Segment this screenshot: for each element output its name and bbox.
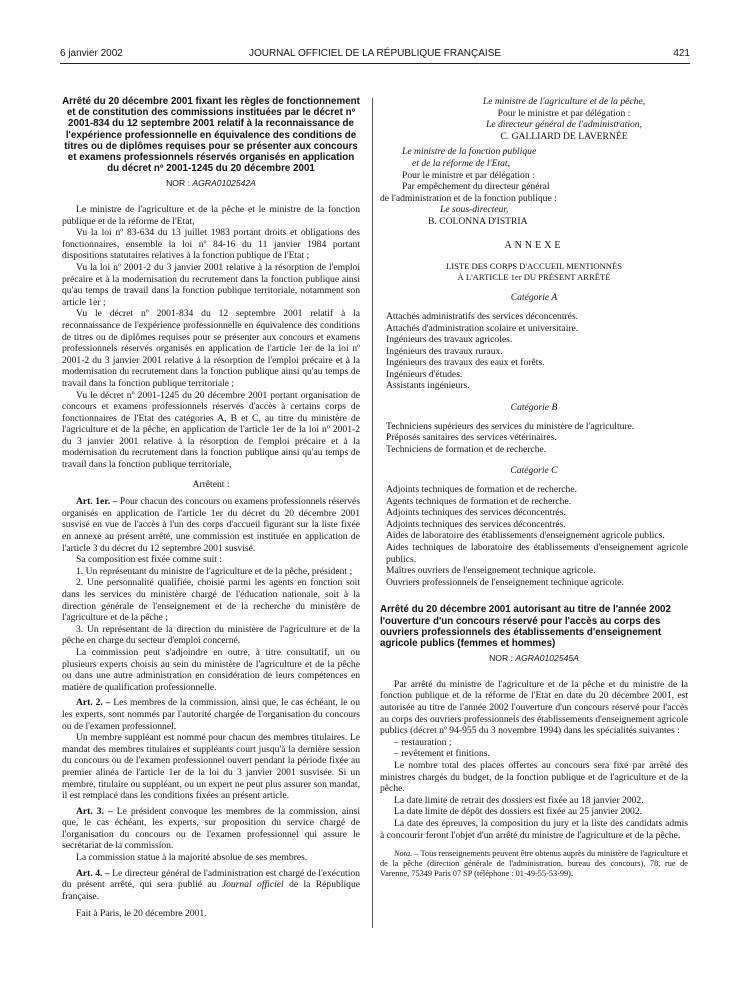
visa-paragraph: Vu le décret nº 2001-1245 du 20 décembre 2001 portant organisation de concours et examens professionnels réservés d'accès à certains corps de fonctionnaires de l'Etat des catégories A, B et C, au titre du ministère de l'agriculture et de la pêche, en application de l'article 1er de la loi nº 2001-2 du 3 janvier 2001 relative à la résorption de l'emploi précaire et à la modernisation du recrutement dans la fonction publique ainsi qu'au temps de travail dans la fonction publique territoriale,	[62, 389, 360, 471]
list-item: Aides de laboratoire des établissements d'enseignement agricole publics.	[386, 530, 665, 542]
signatory-minister-fp-2: et de la réforme de l'Etat,	[412, 157, 510, 169]
decree2-nor	[380, 653, 688, 665]
nota-label: Nota. –	[394, 849, 419, 859]
list-item: Ouvriers professionnels de l'enseignement technique agricole.	[386, 576, 624, 588]
article-3-paragraph: La commission statue à la majorité absolue de ses membres.	[76, 852, 308, 864]
speciality-item: – revêtement et finitions.	[394, 748, 490, 760]
list-item: Agents techniques de formation et de recherche.	[386, 495, 572, 507]
visa-paragraph: Le ministre de l'agriculture et de la pêche et le ministre de la fonction publique et de la réforme de l'Etat,	[62, 204, 360, 227]
visa-paragraph: Vu la loi nº 2001-2 du 3 janvier 2001 relative à la résorption de l'emploi précaire et à la modernisation du recrutement dans la fonction publique ainsi qu'au temps de travail dans la fonction publique territoriale, notamment son article 1er ;	[62, 261, 360, 308]
list-item: Ingénieurs des travaux agricoles.	[386, 334, 513, 346]
composition-item: 2. Une personnalité qualifiée, choisie parmi les agents en fonction soit dans les services du ministère chargé de l'éducation nationale, soit à la direction générale de l'enseignement et de la recherche du ministère de l'agriculture et de la pêche ;	[62, 577, 360, 624]
list-item: Ingénieurs des travaux des eaux et forêts.	[386, 357, 545, 369]
nota-text: Tous renseignements peuvent être obtenus auprès du ministère de l'agriculture et de la pêche (direction générale de l'administration, bureau des concours), 78, rue de Varenne, 75349 Paris 07 SP (téléphone : 01-49-55-53-99).	[380, 849, 688, 879]
list-item: Attachés administratifs des services déconcentrés.	[386, 310, 579, 322]
article-1-label: Art. 1er. –	[76, 496, 118, 508]
signatory-minister-fp: Le ministre de la fonction publique	[402, 146, 537, 158]
annexe-list-title-line: LISTE DES CORPS D'ACCUEIL MENTIONNÉS	[446, 261, 622, 272]
decree2-paragraph: Le nombre total des places offertes au concours sera fixé par arrêté des ministres chargés du budget, de la fonction publique et de l'agriculture et de la pêche.	[380, 759, 688, 795]
signatory-title: Le sous-directeur,	[440, 204, 509, 216]
article-1	[62, 496, 360, 554]
list-item: Adjoints techniques des services déconcentrés.	[386, 518, 566, 530]
journal-officiel-mention: Journal officiel	[221, 879, 284, 891]
annexe-list-title	[380, 261, 688, 282]
visa-paragraph: Vu la loi nº 83-634 du 13 juillet 1983 portant droits et obligations des fonctionnaires, ensemble la loi nº 84-16 du 11 janvier 1984 portant dispositions statutaires relatives à la fonction publique de l'Etat ;	[62, 227, 360, 262]
list-item: Attachés d'administration scolaire et universitaire.	[386, 322, 579, 334]
decree1-title: Arrêté du 20 décembre 2001 fixant les règles de fonctionnement et de constitution des commissions instituées par le décret nº 2001-834 du 12 septembre 2001 relatif à la reconnaissance de l'expérience professionnelle en équivalence des conditions de titres ou de diplômes requises pour se présenter aux concours et examens professionnels réservés organisés en application du décret nº 2001-1245 du 20 décembre 2001	[62, 96, 360, 175]
list-item: Techniciens supérieurs des services du ministère de l'agriculture.	[386, 420, 635, 432]
experts-paragraph: La commission peut s'adjoindre en outre, à titre consultatif, un ou plusieurs experts choisis au sein du ministère de l'agriculture et de la pêche ou dans une autre administration en considération de leurs compétences en matière de qualification professionnelle.	[62, 646, 360, 693]
list-item: Assistants ingénieurs.	[386, 380, 470, 392]
list-item: Maîtres ouvriers de l'enseignement technique agricole.	[386, 565, 596, 577]
composition-intro: Sa composition est fixée comme suit :	[76, 554, 223, 566]
delegation-line: Pour le ministre et par délégation :	[402, 169, 535, 181]
list-item: Adjoints techniques des services déconcentrés.	[386, 507, 566, 519]
composition-item: 1. Un représentant du ministre de l'agriculture et de la pêche, président ;	[76, 565, 353, 577]
empechement-line: Par empêchement du directeur général	[402, 181, 550, 193]
article-1-text: Pour chacun des concours ou examens professionnels réservés organisés en application de l'article 1er du décret du 20 décembre 2001 susvisé en vue de l'accès à l'un des corps d'accueil figurant sur la liste fixée en annexe au présent arrêté, une commission est instituée en application de l'article 3 du décret du 12 septembre 2001 susvisé.	[62, 496, 360, 554]
empechement-line-2: de l'administration et de la fonction publique :	[380, 192, 557, 204]
decree2-nor-code: AGRA0102545A	[515, 653, 579, 664]
annexe-heading: ANNEXE	[504, 239, 564, 251]
category-heading: Catégorie A	[510, 292, 558, 304]
article-3-label: Art. 3. –	[76, 805, 113, 817]
decree2-paragraph: Par arrêté du ministre de l'agriculture et de la pêche et du ministre de la fonction publique et de la réforme de l'Etat en date du 20 décembre 2001, est autorisée au titre de l'année 2002 l'ouverture d'un concours réservé pour l'accès au corps des ouvriers professionnels des établissements d'enseignement agricole publics (décret nº 94-955 du 3 novembre 1994) dans les spécialités suivantes :	[380, 678, 688, 737]
signature-block	[380, 96, 688, 228]
article-2-paragraph: Un membre suppléant est nommé pour chacun des membres titulaires. Le mandat des membres titulaires et suppléants court jusqu'à la dernière session du concours ou de l'examen professionnel ouvert pendant la période fixée au premier alinéa de l'article 1er de la loi du 3 janvier 2001 susvisée. Si un membre, titulaire ou suppléant, ou un expert ne peut plus assurer son mandat, il est remplacé dans les conditions fixées au présent article.	[62, 732, 360, 802]
column-divider	[372, 98, 373, 928]
decree2-nor-label: NOR :	[489, 653, 513, 664]
article-4-text: Le directeur général de l'administration est chargé de l'exécution du présent arrêté, qui sera publié au	[62, 867, 360, 891]
list-item: Préposés sanitaires des services vétérinaires.	[386, 432, 557, 444]
list-item: Ingénieurs des travaux ruraux.	[386, 345, 503, 357]
fait-a-paris: Fait à Paris, le 20 décembre 2001.	[76, 908, 207, 920]
right-column	[380, 96, 688, 879]
header-rule	[60, 63, 690, 64]
article-3-text: Le président convoque les membres de la commission, ainsi que, le cas échéant, les experts, sur proposition du service chargé de l'organisation du concours ou de l'examen professionnel qui assure le secrétariat de la commission.	[62, 805, 360, 852]
header-journal-title: JOURNAL OFFICIEL DE LA RÉPUBLIQUE FRANÇAISE	[248, 48, 502, 59]
list-item: Techniciens de formation et de recherche.	[386, 443, 547, 455]
list-item: Aides techniques de laboratoire des établissements d'enseignement agricole publics.	[386, 542, 688, 565]
speciality-item: – restauration ;	[394, 736, 452, 748]
nota-note	[380, 849, 688, 879]
article-4-text-end: de la République française.	[62, 879, 361, 902]
article-2-label: Art. 2. –	[76, 697, 111, 709]
article-3	[62, 806, 360, 852]
decree2-paragraph: La date des épreuves, la composition du jury et la liste des candidats admis à concourir feront l'objet d'un arrêté du ministre de l'agriculture et de la pêche.	[380, 817, 688, 841]
annexe-list-title-line: À L'ARTICLE 1er DU PRÉSENT ARRÊTÉ	[457, 271, 611, 282]
page-header	[60, 48, 690, 62]
article-2	[62, 697, 360, 732]
delegation-line: Pour le ministre et par délégation :	[497, 107, 631, 119]
signatory-title: Le directeur général de l'administration,	[486, 119, 642, 131]
category-heading: Catégorie B	[510, 402, 558, 414]
decree1-nor-code: AGRA0102542A	[192, 178, 256, 189]
list-item: Adjoints techniques de formation et de recherche.	[386, 484, 578, 496]
header-page-number: 421	[673, 48, 690, 59]
article-4	[62, 868, 360, 903]
article-4-label: Art. 4. –	[76, 867, 110, 879]
decree2-title: Arrêté du 20 décembre 2001 autorisant au titre de l'année 2002 l'ouverture d'un concours réservé pour l'accès au corps des ouvriers professionnels des établissements d'enseignement agricole publics (femmes et hommes)	[380, 604, 671, 649]
signatory-name: C. GALLIARD DE LAVERNÉE	[500, 130, 628, 142]
composition-item: 3. Un représentant de la direction du ministère de l'agriculture et de la pêche en charge du secteur d'emploi concerné.	[62, 623, 360, 647]
decree1-nor	[62, 178, 360, 190]
header-date: 6 janvier 2002	[60, 48, 123, 59]
arretent-heading: Arrêtent :	[192, 478, 230, 490]
visa-paragraph: Vu le décret nº 2001-834 du 12 septembre 2001 relatif à la reconnaissance de l'expérience professionnelle en équivalence des conditions de titres ou de diplômes requises pour se présenter aux concours et examens professionnels réservés organisés en application de l'article 1er de la loi nº 2001-2 du 3 janvier 2001 relative à la résorption de l'emploi précaire et à la modernisation du recrutement dans la fonction publique ainsi qu'au temps de travail dans la fonction publique territoriale ;	[62, 308, 360, 389]
left-column	[62, 96, 360, 920]
decree2-paragraph: La date limite de dépôt des dossiers est fixée au 25 janvier 2002.	[394, 806, 643, 818]
article-2-text: Les membres de la commission, ainsi que, le cas échéant, le ou les experts, sont nommés par l'autorité chargée de l'organisation du concours ou de l'examen professionnel.	[62, 697, 360, 732]
list-item: Ingénieurs d'études.	[386, 368, 463, 380]
decree1-nor-label: NOR :	[166, 178, 190, 189]
signatory-name: B. COLONNA D'ISTRIA	[428, 215, 528, 227]
signatory-minister-agriculture: Le ministre de l'agriculture et de la pêche,	[482, 96, 646, 107]
decree2-paragraph: La date limite de retrait des dossiers est fixée au 18 janvier 2002.	[394, 794, 644, 806]
category-heading: Catégorie C	[510, 465, 558, 477]
